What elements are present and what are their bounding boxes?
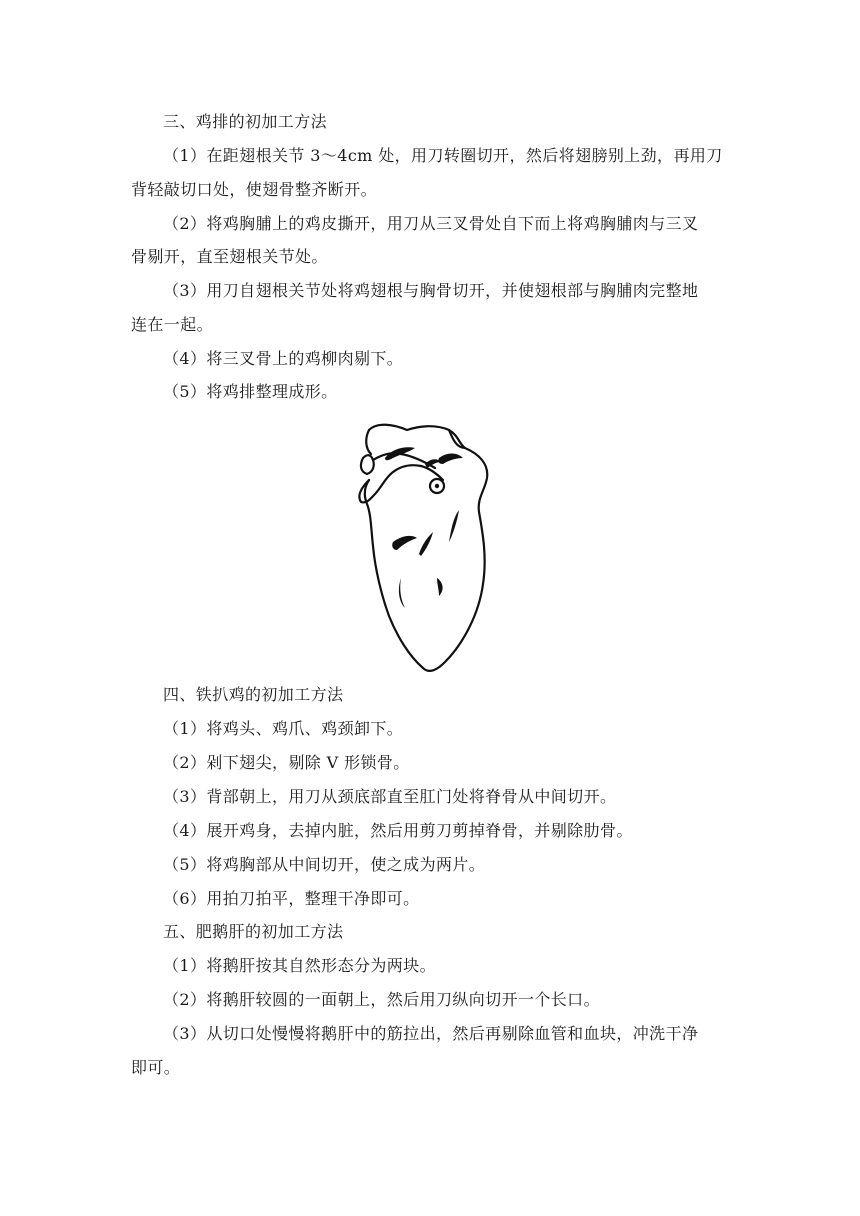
section-3-step-1-line-1: （1）在距翅根关节 3～4cm 处，用刀转圈切开，然后将翅膀别上劲，再用刀 (163, 146, 723, 165)
section-4-heading: 四、铁扒鸡的初加工方法 (163, 685, 344, 704)
section-5-step-2: （2）将鹅肝较圆的一面朝上，然后用刀纵向切开一个长口。 (163, 990, 600, 1009)
section-4-step-3: （3）背部朝上，用刀从颈底部直至肛门处将脊骨从中间切开。 (163, 787, 617, 806)
section-4-step-2: （2）剁下翅尖，剔除 V 形锁骨。 (163, 753, 410, 772)
section-3-step-2-line-2: 骨剔开，直至翅根关节处。 (131, 247, 328, 266)
section-5-step-3-line-1: （3）从切口处慢慢将鹅肝中的筋拉出，然后再剔除血管和血块，冲洗干净 (163, 1024, 699, 1043)
section-3-step-2-line-1: （2）将鸡胸脯上的鸡皮撕开，用刀从三叉骨处自下而上将鸡胸脯肉与三叉 (163, 214, 699, 233)
chicken-cutlet-illustration (353, 418, 513, 678)
section-3-step-1-line-2: 背轻敲切口处，使翅骨整齐断开。 (131, 180, 378, 199)
section-3-step-3-line-2: 连在一起。 (131, 315, 214, 334)
section-3-step-3-line-1: （3）用刀自翅根关节处将鸡翅根与胸骨切开，并使翅根部与胸脯肉完整地 (163, 281, 699, 300)
section-5-heading: 五、肥鹅肝的初加工方法 (163, 922, 344, 941)
section-4-step-1: （1）将鸡头、鸡爪、鸡颈卸下。 (163, 719, 404, 738)
section-4-step-5: （5）将鸡胸部从中间切开，使之成为两片。 (163, 855, 486, 874)
section-4-step-4: （4）展开鸡身，去掉内脏，然后用剪刀剪掉脊骨，并剔除肋骨。 (163, 821, 633, 840)
section-5-step-3-line-2: 即可。 (131, 1058, 181, 1077)
section-3-step-4: （4）将三叉骨上的鸡柳肉剔下。 (163, 349, 404, 368)
section-5-step-1: （1）将鹅肝按其自然形态分为两块。 (163, 956, 436, 975)
section-3-step-5: （5）将鸡排整理成形。 (163, 382, 338, 401)
section-4-step-6: （6）用拍刀拍平，整理干净即可。 (163, 889, 420, 908)
section-3-heading: 三、鸡排的初加工方法 (163, 112, 328, 131)
